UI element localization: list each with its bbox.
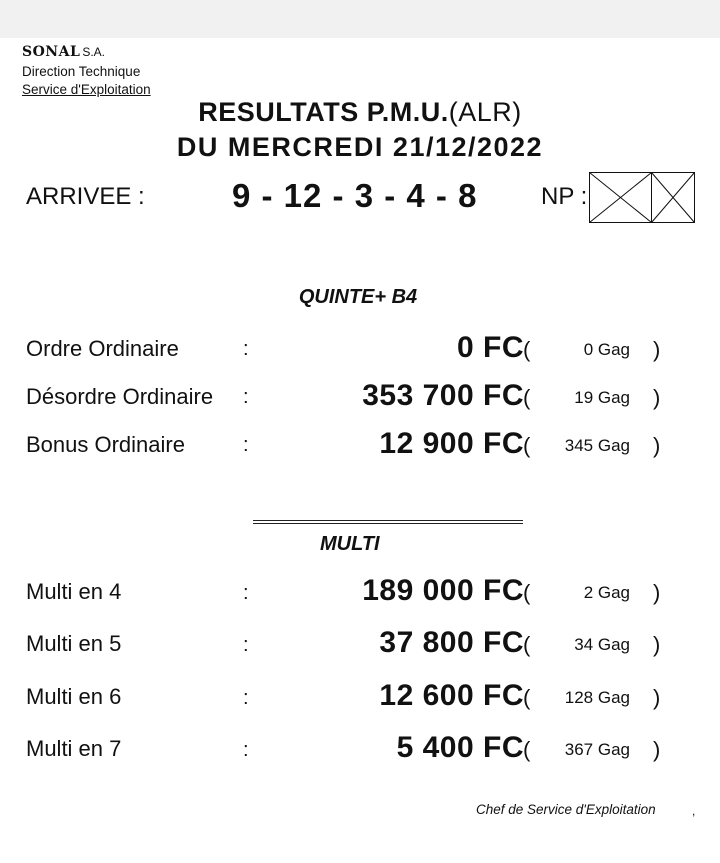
multi-row-amount: 5 400 FC — [396, 731, 524, 764]
multi-row-gag: 2 Gag — [583, 583, 630, 602]
company-logo-text: SONAL — [22, 44, 81, 60]
multi-row-close-paren: ) — [653, 580, 661, 605]
multi-row-label: Multi en 7 — [26, 736, 122, 761]
multi-row-close-paren: ) — [653, 632, 661, 657]
signature-line: Chef de Service d'Exploitation — [476, 802, 656, 817]
service-label: Service d'Exploitation — [22, 82, 151, 97]
multi-row-colon: : — [243, 739, 249, 761]
quinte-row-open-paren: ( — [523, 433, 531, 458]
quinte-row-gag: 19 Gag — [574, 388, 630, 407]
multi-row-gag: 34 Gag — [574, 635, 630, 654]
signature-mark: , — [692, 804, 696, 818]
quinte-row-colon: : — [243, 434, 249, 456]
quinte-row-gag: 0 Gag — [583, 340, 630, 359]
quinte-row-amount: 353 700 FC — [362, 379, 524, 412]
direction-label: Direction Technique — [22, 64, 141, 79]
multi-row-amount: 189 000 FC — [362, 574, 524, 607]
quinte-row-open-paren: ( — [523, 337, 531, 362]
multi-row-close-paren: ) — [653, 737, 661, 762]
results-title-sub: (ALR) — [448, 97, 522, 127]
quinte-row-colon: : — [243, 386, 249, 408]
quinte-row-open-paren: ( — [523, 385, 531, 410]
quinte-section-title: QUINTE+ B4 — [298, 286, 418, 308]
multi-row-amount: 37 800 FC — [379, 626, 524, 659]
quinte-row-close-paren: ) — [653, 433, 661, 458]
quinte-row-label: Bonus Ordinaire — [26, 432, 185, 457]
quinte-row-close-paren: ) — [653, 337, 661, 362]
multi-row-open-paren: ( — [523, 580, 531, 605]
quinte-row-label: Désordre Ordinaire — [26, 384, 214, 409]
multi-row-open-paren: ( — [523, 737, 531, 762]
multi-row-close-paren: ) — [653, 685, 661, 710]
multi-row-gag: 128 Gag — [564, 688, 630, 707]
quinte-row-colon: : — [243, 338, 249, 360]
company-name — [22, 44, 105, 60]
multi-row-colon: : — [243, 687, 249, 709]
multi-row-open-paren: ( — [523, 685, 531, 710]
quinte-row-amount: 12 900 FC — [379, 427, 524, 460]
quinte-row-close-paren: ) — [653, 385, 661, 410]
multi-row-gag: 367 Gag — [564, 740, 630, 759]
multi-row-label: Multi en 4 — [26, 579, 122, 604]
multi-row-open-paren: ( — [523, 632, 531, 657]
quinte-row-gag: 345 Gag — [564, 436, 630, 455]
multi-row-label: Multi en 5 — [26, 631, 122, 656]
arrival-numbers: 9 - 12 - 3 - 4 - 8 — [232, 177, 478, 214]
section-divider — [253, 520, 523, 524]
multi-row-amount: 12 600 FC — [379, 679, 524, 712]
multi-row-colon: : — [243, 634, 249, 656]
multi-row-colon: : — [243, 582, 249, 604]
company-suffix: S.A. — [82, 45, 105, 59]
results-title — [0, 97, 720, 128]
multi-section-title: MULTI — [320, 533, 380, 555]
arrival-label: ARRIVEE : — [26, 183, 145, 210]
multi-row-label: Multi en 6 — [26, 684, 122, 709]
np-label: NP : — [541, 183, 588, 210]
quinte-row-amount: 0 FC — [456, 331, 524, 364]
np-crossed-boxes — [589, 172, 695, 223]
quinte-row-label: Ordre Ordinaire — [26, 336, 179, 361]
results-date: DU MERCREDI 21/12/2022 — [176, 132, 544, 162]
results-title-main: RESULTATS P.M.U. — [198, 97, 449, 127]
